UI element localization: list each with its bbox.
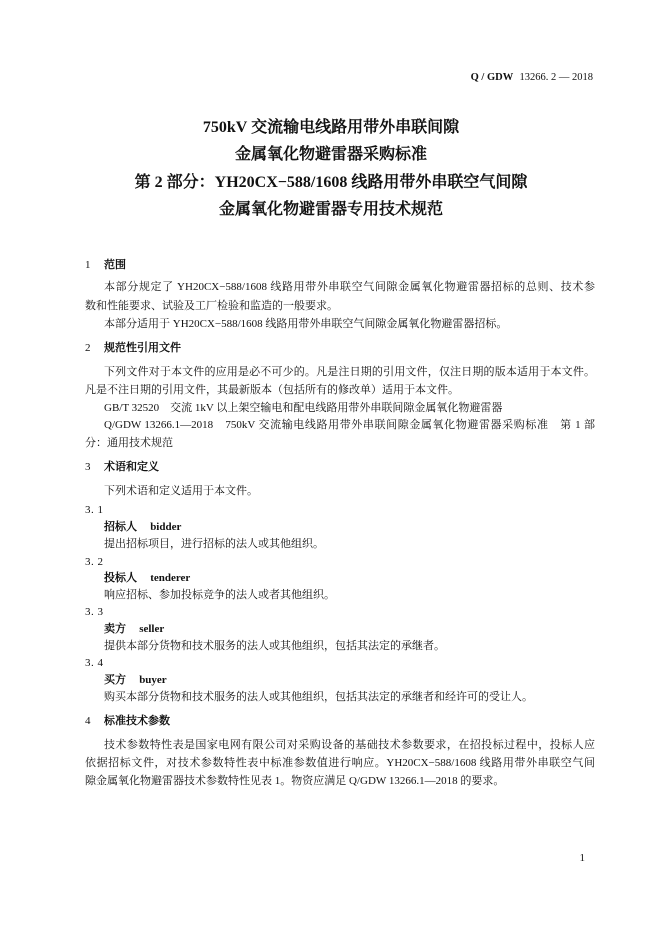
- section-2-heading: [85, 341, 595, 355]
- term-chinese: 卖方: [104, 623, 126, 635]
- term-name: [104, 622, 595, 636]
- paragraph-line: 数和性能要求、试验及工厂检验和监造的一般要求。: [85, 300, 338, 312]
- term-english: bidder: [150, 521, 182, 533]
- section-3-heading: [85, 460, 595, 474]
- reference-entry: GB/T 32520 交流 1kV 以上架空输电和配电线路用带外串联间隙金属氧化物避雷器: [104, 402, 503, 414]
- paragraph-line: 本部分适用于 YH20CX−588/1608 线路用带外串联空气间隙金属氧化物避雷器招标。: [104, 318, 508, 330]
- term-chinese: 招标人: [104, 521, 137, 533]
- term-number: 3. 4: [85, 657, 104, 669]
- reference-entry: Q/GDW 13266.1—2018 750kV 交流输电线路用带外串联间隙金属氧化物避雷器采购标准 第 1 部: [104, 419, 595, 431]
- title-line-4: 金属氧化物避雷器专用技术规范: [218, 201, 443, 218]
- term-definition: 提供本部分货物和技术服务的法人或其他组织，包括其法定的承继者。: [104, 640, 445, 652]
- term-chinese: 买方: [104, 674, 126, 686]
- term-number: 3. 3: [85, 606, 104, 618]
- paragraph-line: 本部分规定了 YH20CX−588/1608 线路用带外串联空气间隙金属氧化物避雷器招标的总则、技术参: [104, 281, 595, 293]
- section-title: 术语和定义: [104, 460, 159, 473]
- term-english: tenderer: [150, 572, 191, 584]
- title-line-2: 金属氧化物避雷器采购标准: [234, 146, 427, 163]
- paragraph-line: 隙金属氧化物避雷器技术参数特性见表 1。物资应满足 Q/GDW 13266.1—2018 的要求。: [85, 775, 505, 787]
- section-title: 标准技术参数: [104, 714, 170, 727]
- term-name: [104, 520, 595, 534]
- paragraph-line: 技术参数特性表是国家电网有限公司对采购设备的基础技术参数要求，在招投标过程中，投标人应: [104, 739, 595, 751]
- standard-code-prefix: Q / GDW: [470, 72, 514, 83]
- term-english: buyer: [139, 674, 167, 686]
- term-name: [104, 673, 595, 687]
- term-definition: 提出招标项目，进行招标的法人或其他组织。: [104, 538, 324, 550]
- reference-entry-continued: 分：通用技术规范: [85, 437, 173, 449]
- paragraph-line: 凡是不注日期的引用文件，其最新版本（包括所有的修改单）适用于本文件。: [85, 384, 459, 396]
- section-title: 范围: [104, 258, 126, 271]
- term-name: [104, 571, 595, 585]
- title-line-3: 第 2 部分：YH20CX−588/1608 线路用带外串联空气间隙: [134, 174, 528, 191]
- term-chinese: 投标人: [104, 572, 137, 584]
- section-number: 3: [85, 461, 91, 473]
- section-intro: 下列术语和定义适用于本文件。: [104, 485, 258, 497]
- term-definition: 响应招标、参加投标竞争的法人或者其他组织。: [104, 589, 335, 601]
- section-number: 2: [85, 342, 91, 354]
- term-number: 3. 2: [85, 556, 104, 568]
- term-english: seller: [139, 623, 165, 635]
- term-number: 3. 1: [85, 504, 104, 516]
- paragraph-line: 下列文件对于本文件的应用是必不可少的。凡是注日期的引用文件，仅注日期的版本适用于本文件。: [104, 366, 595, 378]
- title-line-1: 750kV 交流输电线路用带外串联间隙: [202, 119, 460, 136]
- section-number: 1: [85, 259, 91, 271]
- section-title: 规范性引用文件: [104, 341, 181, 354]
- paragraph-line: 依据招标文件，对技术参数特性表中标准参数值进行响应。YH20CX−588/1608 线路用带外串联空气间: [85, 757, 595, 769]
- page-number: 1: [579, 852, 585, 864]
- section-number: 4: [85, 715, 91, 727]
- standard-code-number: 13266. 2 — 2018: [519, 72, 593, 83]
- standard-code: [85, 71, 593, 85]
- section-4-heading: [85, 714, 595, 728]
- section-1-heading: [85, 258, 595, 272]
- term-definition: 购买本部分货物和技术服务的法人或其他组织，包括其法定的承继者和经许可的受让人。: [104, 691, 533, 703]
